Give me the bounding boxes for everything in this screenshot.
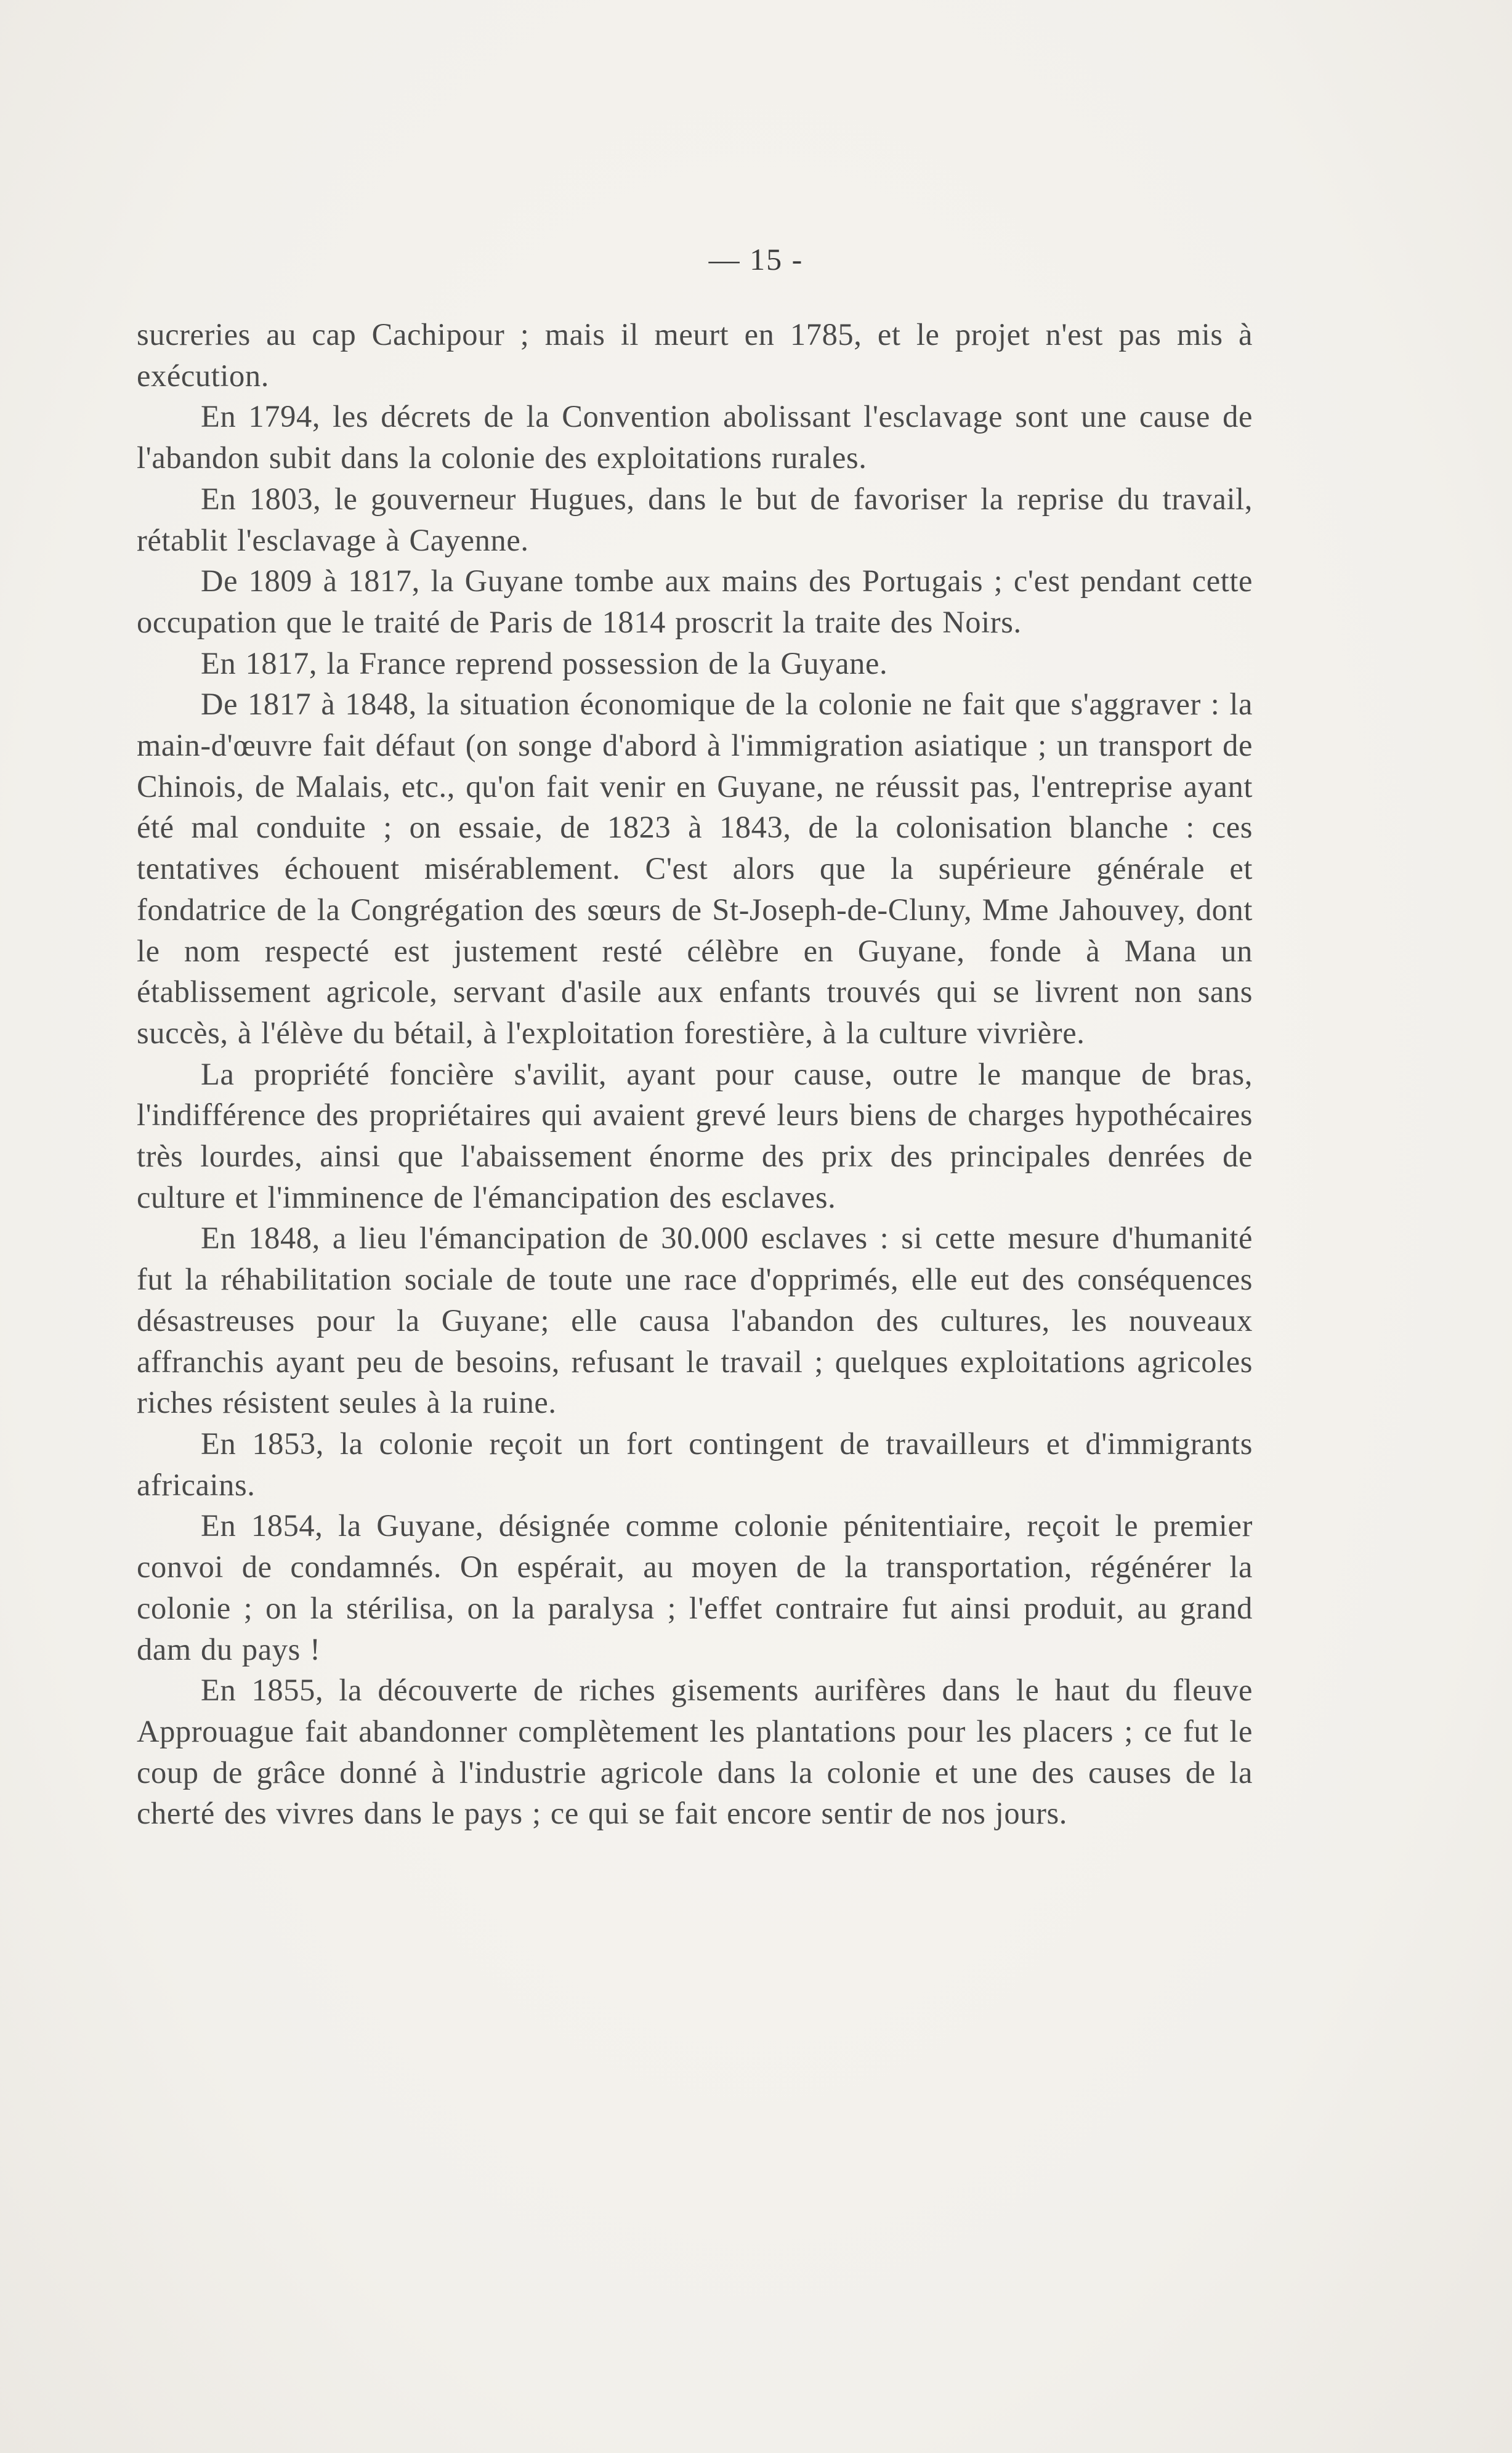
paragraph: La propriété foncière s'avilit, ayant pour cause, outre le manque de bras, l'indifférence des propriétaires qui avaient grevé leurs biens de charges hypothécaires très lourdes, ainsi que l'abaissement énorme des prix des principales denrées de culture et l'imminence de l'émancipation des esclaves.: [137, 1056, 1253, 1214]
paragraph: En 1848, a lieu l'émancipation de 30.000 esclaves : si cette mesure d'humanité fut la réhabilitation sociale de toute une race d'opprimés, elle eut des conséquences désastreuses pour la Guyane; elle causa l'abandon des cultures, les nouveaux affranchis ayant peu de besoins, refusant le travail ; quelques exploitations agricoles riches résistent seules à la ruine.: [137, 1221, 1253, 1420]
page-number: — 15 -: [708, 242, 804, 277]
paragraph: En 1803, le gouverneur Hugues, dans le but de favoriser la reprise du travail, rétablit l'esclavage à Cayenne.: [137, 481, 1253, 557]
paragraph: En 1854, la Guyane, désignée comme colonie pénitentiaire, reçoit le premier convoi de condamnés. On espérait, au moyen de la transportation, régénérer la colonie ; on la stérilisa, on la paralysa ; l'effet contraire fut ainsi produit, au grand dam du pays !: [137, 1508, 1253, 1667]
paragraph: De 1809 à 1817, la Guyane tombe aux mains des Portugais ; c'est pendant cette occupation que le traité de Paris de 1814 proscrit la traite des Noirs.: [137, 564, 1253, 639]
paragraph: En 1853, la colonie reçoit un fort contingent de travailleurs et d'immigrants africains.: [137, 1426, 1253, 1502]
paragraph: En 1817, la France reprend possession de la Guyane.: [201, 645, 888, 681]
paragraph: En 1855, la découverte de riches gisements aurifères dans le haut du fleuve Approuague fait abandonner complètement les plantations pour les placers ; ce fut le coup de grâce donné à l'industrie agricole dans la colonie et une des causes de la cherté des vivres dans le pays ; ce qui se fait encore sentir de nos jours.: [137, 1673, 1253, 1831]
body-text: [137, 314, 1253, 1834]
paragraph: En 1794, les décrets de la Convention abolissant l'esclavage sont une cause de l'abandon subit dans la colonie des exploitations rurales.: [137, 399, 1253, 475]
paragraph: De 1817 à 1848, la situation économique de la colonie ne fait que s'aggraver : la main-d'œuvre fait défaut (on songe d'abord à l'immigration asiatique ; un transport de Chinois, de Malais, etc., qu'on fait venir en Guyane, ne réussit pas, l'entreprise ayant été mal conduite ; on essaie, de 1823 à 1843, de la colonisation blanche : ces tentatives échouent misérablement. C'est alors que la supérieure générale et fondatrice de la Congrégation des sœurs de St-Joseph-de-Cluny, Mme Jahouvey, dont le nom respecté est justement resté célèbre en Guyane, fonde à Mana un établissement agricole, servant d'asile aux enfants trouvés qui se livrent non sans succès, à l'élève du bétail, à l'exploitation forestière, à la culture vivrière.: [137, 687, 1253, 1050]
paragraph: sucreries au cap Cachipour ; mais il meurt en 1785, et le projet n'est pas mis à exécution.: [137, 317, 1253, 393]
